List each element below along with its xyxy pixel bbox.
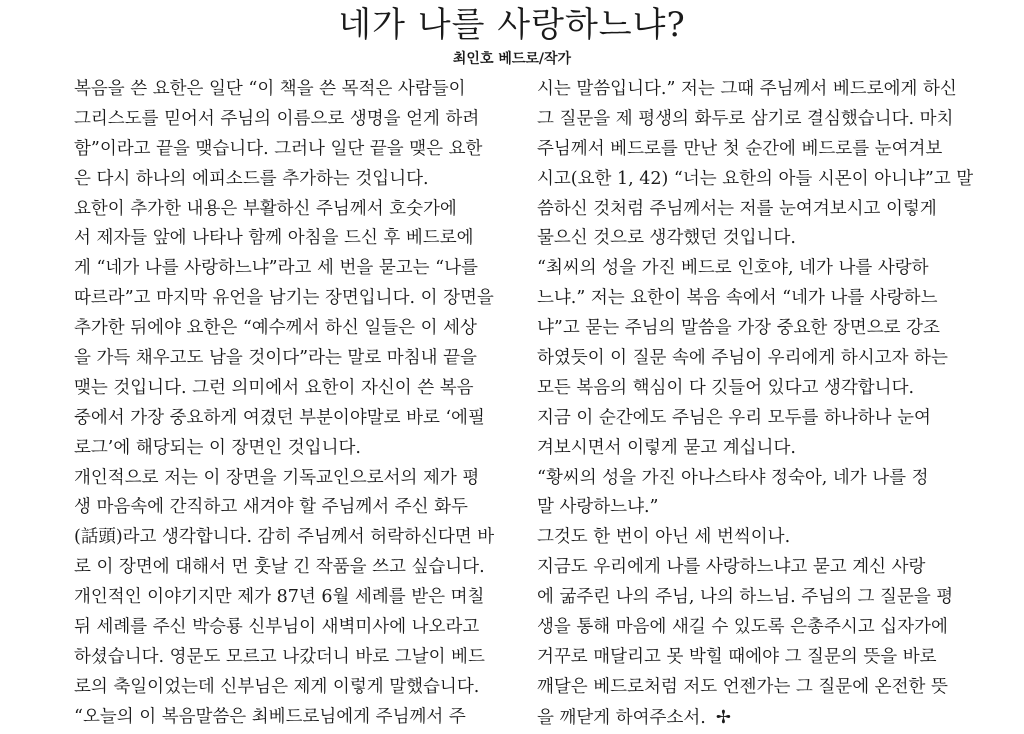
text-line: 게 “네가 나를 사랑하느냐”라고 세 번을 묻고는 “나를 [74, 258, 478, 279]
text-line: 개인적인 이야기지만 제가 87년 6월 세례를 받은 며칠 [74, 587, 485, 608]
text-line: 하였듯이 이 질문 속에 주님이 우리에게 하시고자 하는 [537, 348, 948, 369]
text-line: 추가한 뒤에야 요한은 “예수께서 하신 일들은 이 세상 [74, 318, 477, 339]
text-line: 로그’에 해당되는 이 장면인 것입니다. [74, 437, 361, 458]
text-line: 거꾸로 매달리고 못 박힐 때에야 그 질문의 뜻을 바로 [537, 646, 937, 667]
text-line: “황씨의 성을 가진 아나스타샤 정숙아, 네가 나를 정 [537, 467, 929, 488]
text-line: 따르라”고 마지막 유언을 남기는 장면입니다. 이 장면을 [74, 288, 494, 309]
text-line: 지금 이 순간에도 주님은 우리 모두를 하나하나 눈여 [537, 407, 931, 428]
text-line: 시고(요한 1, 42) “너는 요한의 아들 시몬이 아니냐”고 말 [537, 168, 974, 189]
text-line: 겨보시면서 이렇게 묻고 계십니다. [537, 437, 796, 458]
text-line: (話頭)라고 생각합니다. 감히 주님께서 허락하신다면 바 [74, 527, 495, 548]
article-title: 네가 나를 사랑하느냐? [338, 5, 686, 45]
text-line: 에 굶주린 나의 주님, 나의 하느님. 주님의 그 질문을 평 [537, 587, 954, 608]
text-line: 요한이 추가한 내용은 부활하신 주님께서 호숫가에 [74, 198, 457, 219]
end-mark-icon: ✢ [715, 706, 731, 728]
text-line: 느냐.” 저는 요한이 복음 속에서 “네가 나를 사랑하느 [537, 288, 938, 309]
text-line: 로의 축일이었는데 신부님은 제게 이렇게 말했습니다. [74, 676, 480, 697]
text-line: 함”이라고 끝을 맺습니다. 그러나 일단 끝을 맺은 요한 [74, 138, 483, 159]
text-line: 생을 통해 마음에 새길 수 있도록 은총주시고 십자가에 [537, 617, 948, 638]
text-line: 서 제자들 앞에 나타나 함께 아침을 드신 후 베드로에 [74, 228, 474, 249]
left-column [74, 75, 502, 733]
text-line: 모든 복음의 핵심이 다 깃들어 있다고 생각합니다. [537, 377, 915, 398]
text-line: 뒤 세례를 주신 박승룡 신부님이 새벽미사에 나오라고 [74, 617, 480, 638]
text-line: 하셨습니다. 영문도 모르고 나갔더니 바로 그날이 베드 [74, 646, 485, 667]
text-line: 깨달은 베드로처럼 저도 언젠가는 그 질문에 온전한 뜻 [537, 676, 948, 697]
text-line: 그것도 한 번이 아닌 세 번씩이나. [537, 527, 791, 548]
text-line: “최씨의 성을 가진 베드로 인호야, 네가 나를 사랑하 [537, 258, 929, 279]
text-line: 주님께서 베드로를 만난 첫 순간에 베드로를 눈여겨보 [537, 138, 943, 159]
article-byline: 최인호 베드로/작가 [452, 51, 572, 67]
text-line: 그리스도를 믿어서 주님의 이름으로 생명을 얻게 하려 [74, 108, 480, 129]
text-line: 중에서 가장 중요하게 여겼던 부분이야말로 바로 ‘에필 [74, 407, 485, 428]
text-line: 로 이 장면에 대해서 먼 훗날 긴 작품을 쓰고 싶습니다. [74, 557, 485, 578]
text-line: 개인적으로 저는 이 장면을 기독교인으로서의 제가 평 [74, 467, 480, 488]
text-line: 복음을 쓴 요한은 일단 “이 책을 쓴 목적은 사람들이 [74, 79, 466, 99]
text-line: 맺는 것입니다. 그런 의미에서 요한이 자신이 쓴 복음 [74, 377, 474, 398]
text-line: 을 가득 채우고도 남을 것이다”라는 말로 마침내 끝을 [74, 348, 477, 369]
text-line: 은 다시 하나의 에피소드를 추가하는 것입니다. [74, 168, 429, 189]
text-line: 그 질문을 제 평생의 화두로 삼기로 결심했습니다. 마치 [537, 108, 954, 129]
text-line: “오늘의 이 복음말씀은 최베드로님에게 주님께서 주 [74, 706, 466, 727]
text-line: 물으신 것으로 생각했던 것입니다. [537, 228, 796, 249]
text-line: 생 마음속에 간직하고 새겨야 할 주님께서 주신 화두 [74, 497, 468, 518]
text-line: 말 사랑하느냐.” [537, 497, 659, 518]
text-line: 냐”고 묻는 주님의 말씀을 가장 중요한 장면으로 강조 [537, 318, 940, 339]
text-line: 을 깨닫게 하여주소서. ✢ [537, 703, 977, 733]
text-line: 지금도 우리에게 나를 사랑하느냐고 묻고 계신 사랑 [537, 557, 926, 578]
text-line: 씀하신 것처럼 주님께서는 저를 눈여겨보시고 이렇게 [537, 198, 937, 219]
right-column [537, 75, 977, 733]
text-line: 시는 말씀입니다.” 저는 그때 주님께서 베드로에게 하신 [537, 79, 957, 99]
